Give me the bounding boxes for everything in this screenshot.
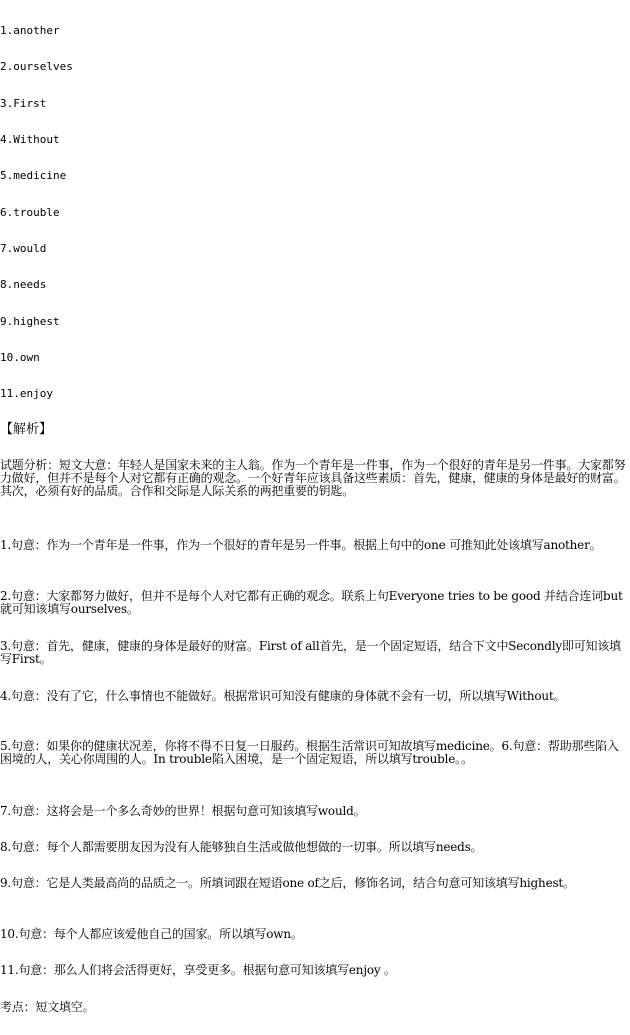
explanation-item: 4.句意：没有了它，什么事情也不能做好。根据常识可知没有健康的身体就不会有一切，所以填写Without。 xyxy=(0,689,566,703)
explanation-item: 10.句意：每个人都应该爱他自己的国家。所以填写own。 xyxy=(0,927,303,941)
footer-topic: 考点：短文填空。 xyxy=(0,1000,95,1014)
explanation-item: 8.句意：每个人都需要朋友因为没有人能够独自生活或做他想做的一切事。所以填写needs。 xyxy=(0,840,483,854)
explanation-item: 11.句意：那么人们将会活得更好，享受更多。根据句意可知该填写enjoy 。 xyxy=(0,963,396,977)
explanation-item: 2.句意：大家都努力做好，但并不是每个人对它都有正确的观念。联系上句Everyone tries to be good 并结合连词but就可知该填写ourselves。 xyxy=(0,589,623,616)
summary-paragraph: 试题分析：短文大意：年轻人是国家未来的主人翁。作为一个青年是一件事，作为一个很好的青年是另一件事。大家都努力做好，但并不是每个人对它都有正确的观念。一个好青年应该具备这些素质：首先，健康，健康的身体是最好的财富。其次，必须有好的品质。合作和交际是人际关系的两把重要的钥匙。 xyxy=(0,458,626,498)
answer-item: 7.would xyxy=(0,242,47,255)
explanation-item: 9.句意：它是人类最高尚的品质之一。所填词跟在短语one of之后，修饰名词，结合句意可知该填写highest。 xyxy=(0,876,575,890)
explanation-item: 5.句意：如果你的健康状况差，你将不得不日复一日服药。根据生活常识可知故填写medicine。6.句意：帮助那些陷入困境的人，关心你周围的人。In trouble陷入困境，是一个固定短语，所以填写trouble。。 xyxy=(0,739,619,766)
explanation-item: 7.句意：这将会是一个多么奇妙的世界！根据句意可知该填写would。 xyxy=(0,804,366,818)
answer-item: 10.own xyxy=(0,351,40,364)
analysis-heading: 【解析】 xyxy=(0,422,53,437)
answer-item: 3.First xyxy=(0,97,47,110)
answer-item: 2.ourselves xyxy=(0,60,73,73)
answer-item: 4.Without xyxy=(0,133,60,146)
explanation-item: 1.句意：作为一个青年是一件事，作为一个很好的青年是另一件事。根据上句中的one 可推知此处该填写another。 xyxy=(0,538,602,552)
answer-item: 8.needs xyxy=(0,278,47,291)
answer-item: 11.enjoy xyxy=(0,387,53,400)
explanation-item: 3.句意：首先，健康，健康的身体是最好的财富。First of all首先，是一个固定短语，结合下文中Secondly即可知该填写First。 xyxy=(0,639,621,666)
answer-item: 5.medicine xyxy=(0,169,67,182)
answer-item: 6.trouble xyxy=(0,206,60,219)
answer-item: 1.another xyxy=(0,24,60,37)
answer-item: 9.highest xyxy=(0,315,60,328)
